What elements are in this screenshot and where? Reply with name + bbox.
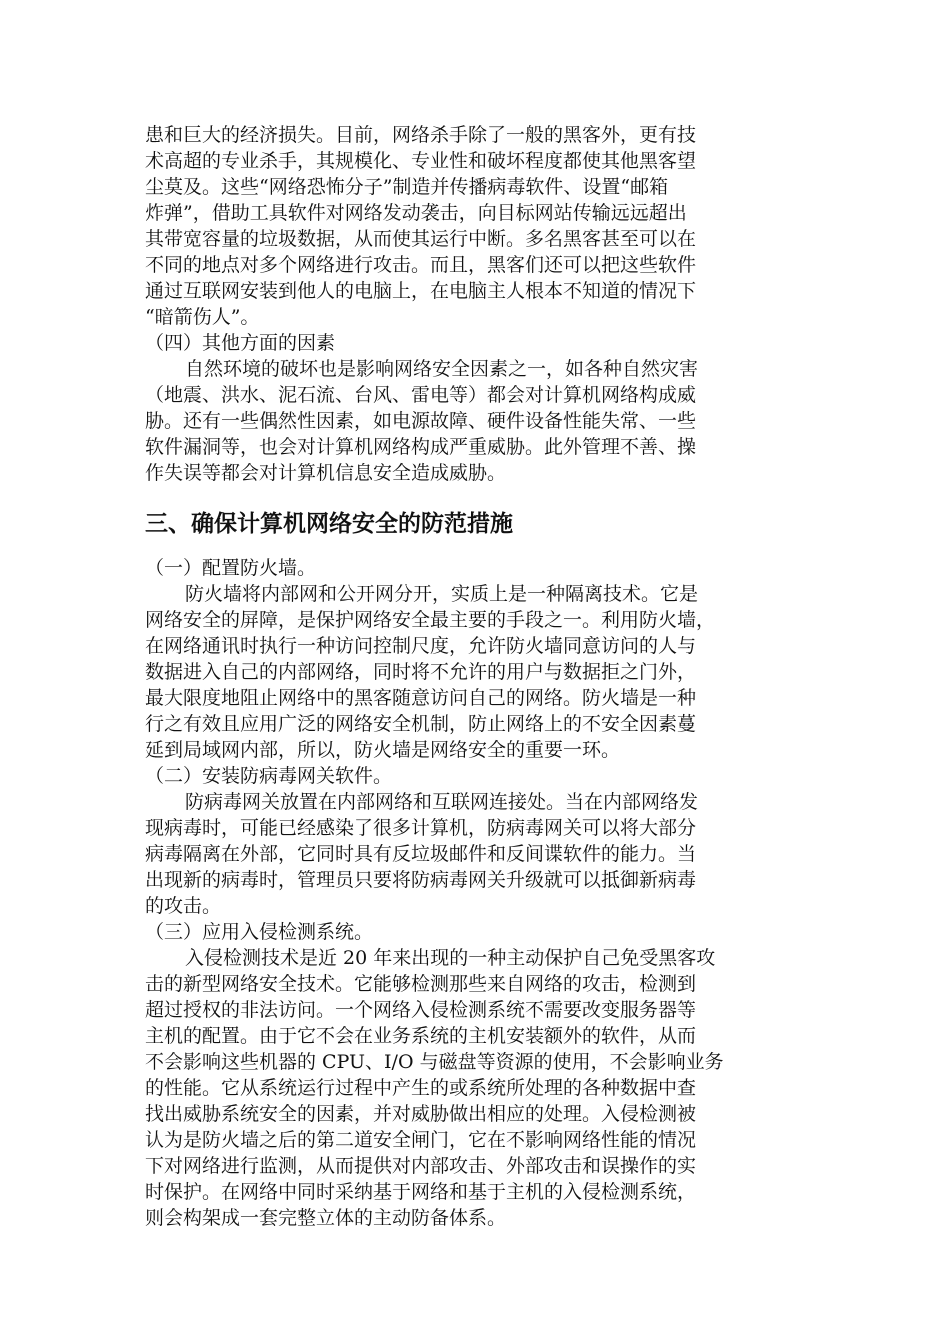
subsection-title: （三）应用入侵检测系统。 xyxy=(145,921,374,943)
paragraph-line: 病毒隔离在外部，它同时具有反垃圾邮件和反间谍软件的能力。当 xyxy=(145,843,697,865)
paragraph-line: 在网络通讯时执行一种访问控制尺度，允许防火墙同意访问的人与 xyxy=(145,635,697,657)
paragraph-line: 尘莫及。这些“网络恐怖分子”制造并传播病毒软件、设置“邮箱 xyxy=(145,176,669,198)
paragraph-line: 超过授权的非法访问。一个网络入侵检测系统不需要改变服务器等 xyxy=(145,999,697,1021)
subsection-title: （二）安装防病毒网关软件。 xyxy=(145,765,393,787)
paragraph-line: 的攻击。 xyxy=(145,895,222,917)
paragraph-line: 延到局域网内部，所以，防火墙是网络安全的重要一环。 xyxy=(145,739,621,761)
paragraph-line: 出现新的病毒时，管理员只要将防病毒网关升级就可以抵御新病毒 xyxy=(145,869,697,891)
paragraph-line: 的性能。它从系统运行过程中产生的或系统所处理的各种数据中查 xyxy=(145,1077,697,1099)
paragraph-line: 则会构架成一套完整立体的主动防备体系。 xyxy=(145,1207,507,1229)
paragraph-line: 数据进入自己的内部网络，同时将不允许的用户与数据拒之门外， xyxy=(145,661,697,683)
paragraph-line: （地震、洪水、泥石流、台风、雷电等）都会对计算机网络构成威 xyxy=(145,384,697,406)
paragraph-line: 现病毒时，可能已经感染了很多计算机，防病毒网关可以将大部分 xyxy=(145,817,697,839)
paragraph-line: 胁。还有一些偶然性因素，如电源故障、硬件设备性能失常、一些 xyxy=(145,410,697,432)
section-heading: 三、确保计算机网络安全的防范措施 xyxy=(145,511,513,537)
paragraph-line: 最大限度地阻止网络中的黑客随意访问自己的网络。防火墙是一种 xyxy=(145,687,697,709)
subsection-title: （四）其他方面的因素 xyxy=(145,332,336,354)
paragraph-line: “暗箭伤人”。 xyxy=(145,306,260,328)
paragraph-line: 自然环境的破坏也是影响网络安全因素之一，如各种自然灾害 xyxy=(185,358,699,380)
paragraph-line: 患和巨大的经济损失。目前，网络杀手除了一般的黑客外，更有技 xyxy=(145,124,697,146)
subsection-title: （一）配置防火墙。 xyxy=(145,557,317,579)
paragraph-line: 找出威胁系统安全的因素，并对威胁做出相应的处理。入侵检测被 xyxy=(145,1103,697,1125)
paragraph-line: 炸弹”，借助工具软件对网络发动袭击，向目标网站传输远远超出 xyxy=(145,202,687,224)
paragraph-line: 其带宽容量的垃圾数据，从而使其运行中断。多名黑客甚至可以在 xyxy=(145,228,697,250)
paragraph-line: 软件漏洞等，也会对计算机网络构成严重威胁。此外管理不善、操 xyxy=(145,436,697,458)
paragraph-line: 入侵检测技术是近 20 年来出现的一种主动保护自己免受黑客攻 xyxy=(185,947,716,969)
paragraph-line: 作失误等都会对计算机信息安全造成威胁。 xyxy=(145,462,507,484)
paragraph-line: 行之有效且应用广泛的网络安全机制，防止网络上的不安全因素蔓 xyxy=(145,713,697,735)
paragraph-line: 网络安全的屏障，是保护网络安全最主要的手段之一。利用防火墙， xyxy=(145,609,716,631)
paragraph-line: 下对网络进行监测，从而提供对内部攻击、外部攻击和误操作的实 xyxy=(145,1155,697,1177)
paragraph-line: 不同的地点对多个网络进行攻击。而且，黑客们还可以把这些软件 xyxy=(145,254,697,276)
paragraph-line: 防火墙将内部网和公开网分开，实质上是一种隔离技术。它是 xyxy=(185,583,699,605)
paragraph-line: 主机的配置。由于它不会在业务系统的主机安装额外的软件，从而 xyxy=(145,1025,697,1047)
paragraph-line: 通过互联网安装到他人的电脑上，在电脑主人根本不知道的情况下 xyxy=(145,280,697,302)
paragraph-line: 击的新型网络安全技术。它能够检测那些来自网络的攻击，检测到 xyxy=(145,973,697,995)
paragraph-line: 认为是防火墙之后的第二道安全闸门，它在不影响网络性能的情况 xyxy=(145,1129,697,1151)
paragraph-line: 术高超的专业杀手，其规模化、专业性和破坏程度都使其他黑客望 xyxy=(145,150,697,172)
paragraph-line: 防病毒网关放置在内部网络和互联网连接处。当在内部网络发 xyxy=(185,791,699,813)
paragraph-line: 时保护。在网络中同时采纳基于网络和基于主机的入侵检测系统， xyxy=(145,1181,697,1203)
paragraph-line: 不会影响这些机器的 CPU、I/O 与磁盘等资源的使用，不会影响业务 xyxy=(145,1051,724,1073)
